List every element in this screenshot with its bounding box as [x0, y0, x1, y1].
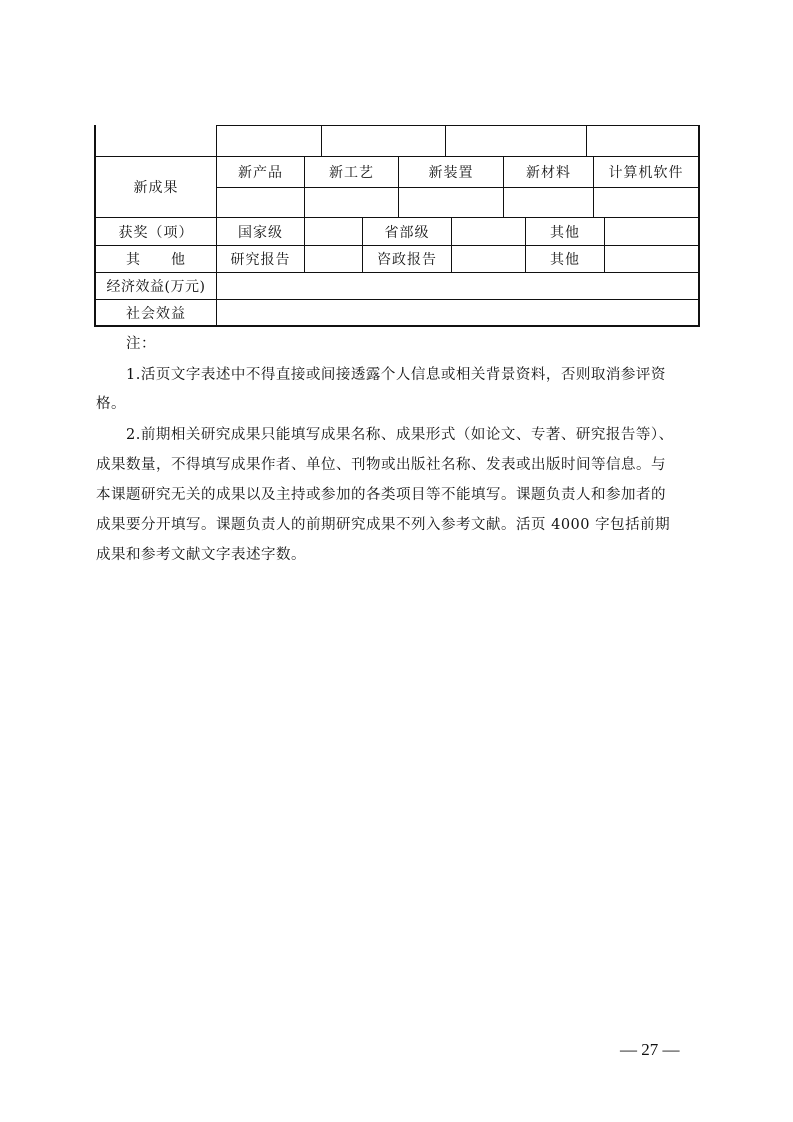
provincial-level-label: 省部级	[384, 224, 430, 241]
note-2-line-1: 2.前期相关研究成果只能填写成果名称、成果形式（如论文、专著、研究报告等）、	[126, 427, 674, 443]
research-report-label: 研究报告	[230, 252, 291, 268]
other-label: 其 他	[126, 252, 186, 268]
new-results-value-divider-3	[503, 187, 504, 217]
note-2-line-4: 成果要分开填写。课题负责人的前期研究成果不列入参考文献。活页 4000 字包括前期	[96, 517, 671, 533]
awards-other-label: 其他	[550, 224, 580, 241]
new-results-value-divider-2	[398, 187, 399, 217]
new-results-value-divider-1	[304, 187, 305, 217]
row-line-new-results-mid	[216, 187, 699, 188]
software-label: 计算机软件	[608, 165, 684, 181]
awards-label: 获奖（项）	[118, 224, 194, 241]
note-2-line-2: 成果数量，不得填写成果作者、单位、刊物或出版社名称、发表或出版时间等信息。与	[96, 457, 666, 473]
note-1-line-1: 1.活页文字表述中不得直接或间接透露个人信息或相关背景资料，否则取消参评资	[126, 367, 666, 383]
social-benefit-label: 社会效益	[126, 305, 186, 322]
top-row-divider-1	[321, 125, 322, 156]
note-2-line-3: 本课题研究无关的成果以及主持或参加的各类项目等不能填写。课题负责人和参加者的	[96, 487, 666, 503]
note-2-line-5: 成果和参考文献文字表述字数。	[96, 547, 306, 563]
economic-benefit-label: 经济效益(万元)	[106, 279, 206, 295]
new-product-label: 新产品	[238, 165, 283, 181]
new-results-label: 新成果	[133, 180, 179, 196]
national-level-label: 国家级	[238, 224, 283, 241]
new-process-label: 新工艺	[329, 165, 374, 181]
top-row-divider-2	[445, 125, 446, 156]
other-other-label: 其他	[550, 252, 580, 268]
notes-heading: 注：	[126, 336, 156, 352]
note-1-line-2: 格。	[96, 396, 126, 412]
top-row-divider-3	[586, 125, 587, 156]
top-row-top-line	[216, 125, 699, 126]
new-material-label: 新材料	[526, 165, 571, 181]
table-bottom-border	[94, 325, 700, 327]
advisory-report-label: 咨政报告	[377, 252, 437, 268]
page-number: — 27 —	[620, 1040, 680, 1059]
new-results-value-divider-4	[593, 187, 594, 217]
new-device-label: 新装置	[428, 165, 474, 181]
